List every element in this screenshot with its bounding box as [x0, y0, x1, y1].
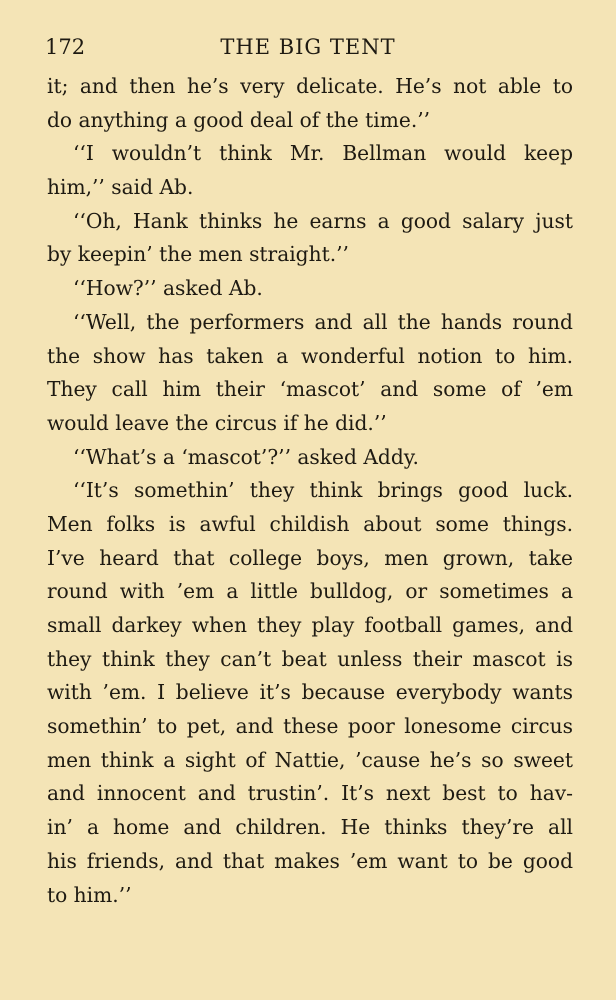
text-line: the show has taken a wonderful notion to him.: [47, 343, 573, 368]
text-line: and innocent and trustin’. It’s next best to hav-: [47, 781, 573, 806]
text-line: ‘‘What’s a ‘mascot’?’’ asked Addy.: [73, 444, 419, 469]
page-header: [45, 32, 571, 62]
page-number: 172: [45, 35, 86, 59]
text-line: ‘‘I wouldn’t think Mr. Bellman would keep: [73, 141, 573, 166]
text-line: do anything a good deal of the time.’’: [47, 107, 431, 132]
text-line: somethin’ to pet, and these poor lonesome circus: [47, 714, 573, 739]
text-line: to him.’’: [47, 882, 132, 907]
text-line: Men folks is awful childish about some things.: [47, 511, 573, 536]
text-line: small darkey when they play football games, and: [47, 613, 573, 637]
running-title: THE BIG TENT: [220, 35, 396, 59]
text-line: They call him their ‘mascot’ and some of ’em: [47, 377, 573, 402]
text-line: men think a sight of Nattie, ’cause he’s so sweet: [47, 747, 573, 772]
text-line: ‘‘Well, the performers and all the hands round: [73, 309, 573, 334]
text-line: would leave the circus if he did.’’: [47, 410, 387, 435]
text-line: ‘‘Oh, Hank thinks he earns a good salary just: [73, 208, 573, 233]
text-line: it; and then he’s very delicate. He’s not able to: [47, 74, 573, 98]
text-line: his friends, and that makes ’em want to be good: [47, 848, 573, 873]
text-line: by keepin’ the men straight.’’: [47, 242, 349, 267]
text-line: I’ve heard that college boys, men grown, take: [47, 545, 573, 570]
text-line: in’ a home and children. He thinks they’re all: [47, 815, 573, 840]
text-line: ‘‘It’s somethin’ they think brings good luck.: [73, 478, 573, 503]
body-text: [47, 70, 573, 912]
text-line: with ’em. I believe it’s because everybody wants: [47, 680, 573, 705]
text-line: they think they can’t beat unless their mascot is: [47, 646, 573, 671]
text-line: ‘‘How?’’ asked Ab.: [73, 276, 263, 301]
text-line: round with ’em a little bulldog, or sometimes a: [47, 579, 573, 604]
text-line: him,’’ said Ab.: [47, 175, 194, 200]
